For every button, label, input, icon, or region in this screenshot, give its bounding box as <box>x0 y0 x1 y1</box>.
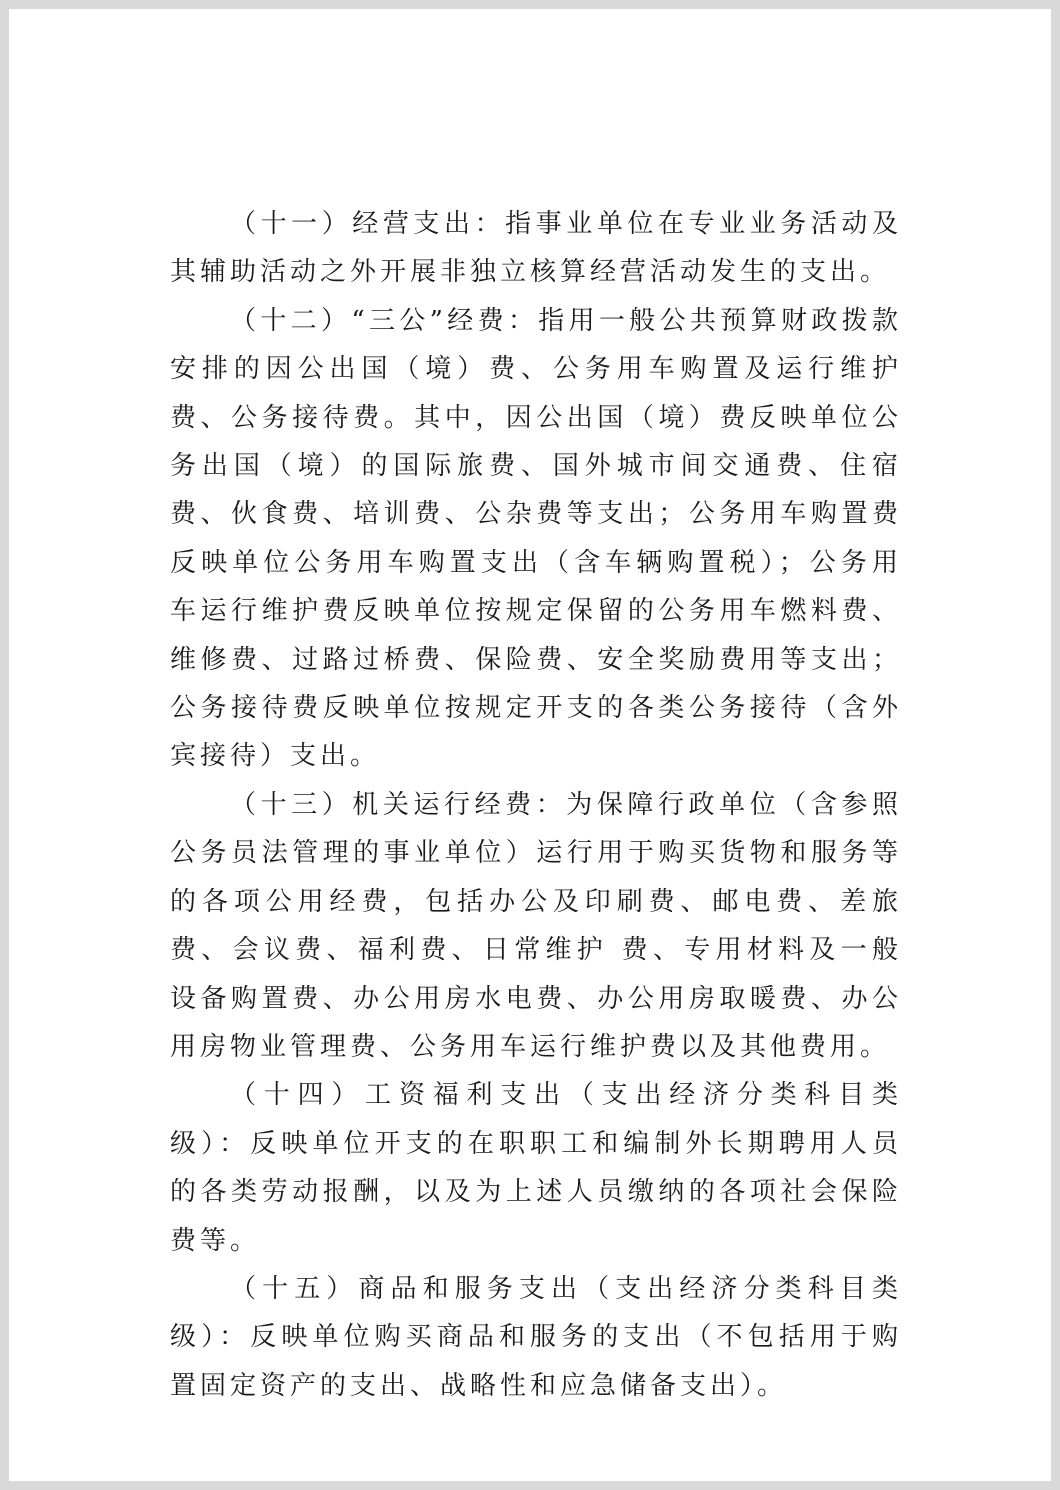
paragraph-wage-welfare-expenditure: （十四）工资福利支出（支出经济分类科目类级）：反映单位开支的在职职工和编制外长期聘用人员的各类劳动报酬，以及为上述人员缴纳的各项社会保险费等。 <box>170 1080 902 1256</box>
paragraph-agency-operating-expenses: （十三）机关运行经费：为保障行政单位（含参照公务员法管理的事业单位）运行用于购买货物和服务等的各项公用经费，包括办公及印刷费、邮电费、差旅费、会议费、福利费、日常维护 费、专用材料及一般设备购置费、办公用房水电费、办公用房取暖费、办公用房物业管理费、公务用车运行维护费以及其他费用。 <box>170 789 902 1062</box>
document-page <box>9 9 1051 1481</box>
paragraph-goods-services-expenditure: （十五）商品和服务支出（支出经济分类科目类级）：反映单位购买商品和服务的支出（不包括用于购置固定资产的支出、战略性和应急储备支出）。 <box>170 1273 902 1401</box>
paragraph-operating-expenditure: （十一）经营支出：指事业单位在专业业务活动及其辅助活动之外开展非独立核算经营活动发生的支出。 <box>170 209 902 288</box>
paragraph-three-public-expenses: （十二）“三公”经费：指用一般公共预算财政拨款安排的因公出国（境）费、公务用车购置及运行维护费、公务接待费。其中，因公出国（境）费反映单位公务出国（境）的国际旅费、国外城市间交通费、住宿费、伙食费、培训费、公杂费等支出；公务用车购置费反映单位公务用车购置支出（含车辆购置税）；公务用车运行维护费反映单位按规定保留的公务用车燃料费、维修费、过路过桥费、保险费、安全奖励费用等支出；公务接待费反映单位按规定开支的各类公务接待（含外宾接待）支出。 <box>170 305 902 772</box>
document-body <box>170 200 902 1410</box>
